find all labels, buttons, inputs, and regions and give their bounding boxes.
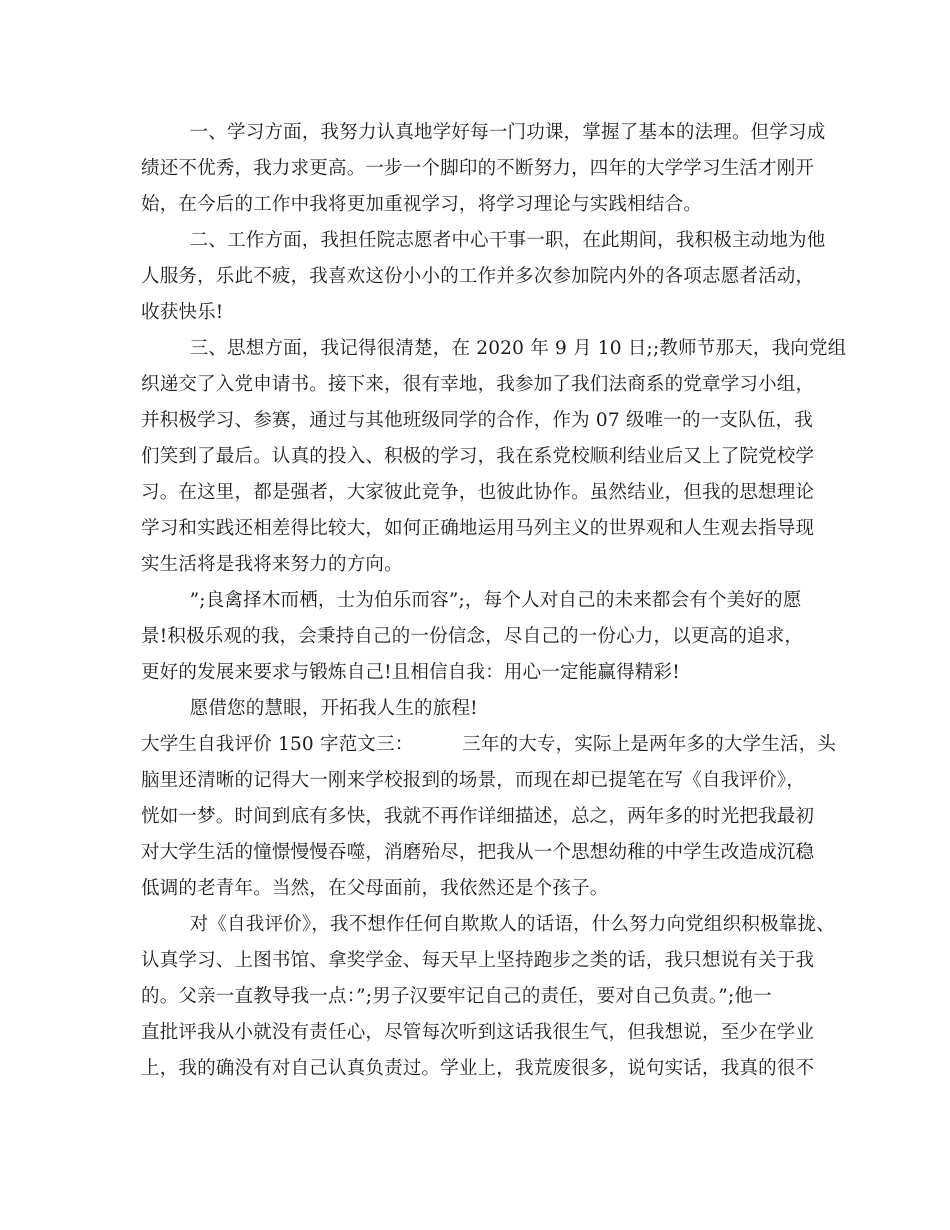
- text-line: ”;良禽择木而栖，士为伯乐而容”;，每个人对自己的未来都会有个美好的愿: [141, 590, 802, 611]
- text-line: 收获快乐!: [141, 302, 224, 323]
- text-line: 并积极学习、参赛，通过与其他班级同学的合作，作为 07 级唯一的一支队伍，我: [141, 410, 813, 431]
- text-line: 脑里还清晰的记得大一刚来学校报到的场景，而现在却已提笔在写《自我评价》，: [141, 770, 805, 791]
- text-line: 上，我的确没有对自己认真负责过。学业上，我荒废很多，说句实话，我真的很不: [141, 1058, 815, 1079]
- text-line: 们笑到了最后。认真的投入、积极的学习，我在系党校顺利结业后又上了院党校学: [141, 446, 815, 467]
- text-line: 二、工作方面，我担任院志愿者中心干事一职，在此期间，我积极主动地为他: [141, 230, 826, 251]
- text-line: 织递交了入党申请书。接下来，很有幸地，我参加了我们法商系的党章学习小组，: [141, 374, 815, 395]
- text-line: 对大学生活的憧憬慢慢吞噬，消磨殆尽，把我从一个思想幼稚的中学生改造成沉稳: [141, 842, 815, 863]
- text-line: 三、思想方面，我记得很清楚，在 2020 年 9 月 10 日;;教师节那天，我向党组: [141, 338, 847, 359]
- text-line: 景!积极乐观的我，会秉持自己的一份信念，尽自己的一份心力，以更高的追求，: [141, 626, 804, 647]
- text-line: 直批评我从小就没有责任心，尽管每次听到这话我很生气，但我想说，至少在学业: [141, 1022, 815, 1043]
- text-line: 大学生自我评价 150 字范文三： 三年的大专，实际上是两年多的大学生活，头: [141, 734, 837, 755]
- text-line: 始，在今后的工作中我将更加重视学习，将学习理论与实践相结合。: [141, 194, 703, 215]
- text-line: 的。父亲一直教导我一点：”;男子汉要牢记自己的责任，要对自己负责。”;他一: [141, 986, 772, 1007]
- text-line: 学习和实践还相差得比较大，如何正确地运用马列主义的世界观和人生观去指导现: [141, 518, 815, 539]
- text-line: 愿借您的慧眼，开拓我人生的旅程!: [141, 698, 478, 719]
- text-line: 一、学习方面，我努力认真地学好每一门功课，掌握了基本的法理。但学习成: [141, 122, 826, 143]
- text-line: 恍如一梦。时间到底有多快，我就不再作详细描述，总之，两年多的时光把我最初: [141, 806, 815, 827]
- text-line: 习。在这里，都是强者，大家彼此竞争，也彼此协作。虽然结业，但我的思想理论: [141, 482, 815, 503]
- text-line: 实生活将是我将来努力的方向。: [141, 554, 403, 575]
- text-line: 绩还不优秀，我力求更高。一步一个脚印的不断努力，四年的大学学习生活才刚开: [141, 158, 815, 179]
- text-line: 人服务，乐此不疲，我喜欢这份小小的工作并多次参加院内外的各项志愿者活动，: [141, 266, 815, 287]
- text-line: 对《自我评价》，我不想作任何自欺欺人的话语，什么努力向党组织积极靠拢、: [141, 914, 835, 935]
- text-line: 认真学习、上图书馆、拿奖学金、每天早上坚持跑步之类的话，我只想说有关于我: [141, 950, 815, 971]
- text-line: 低调的老青年。当然，在父母面前，我依然还是个孩子。: [141, 878, 609, 899]
- text-line: 更好的发展来要求与锻炼自己!且相信自我：用心一定能赢得精彩!: [141, 662, 680, 683]
